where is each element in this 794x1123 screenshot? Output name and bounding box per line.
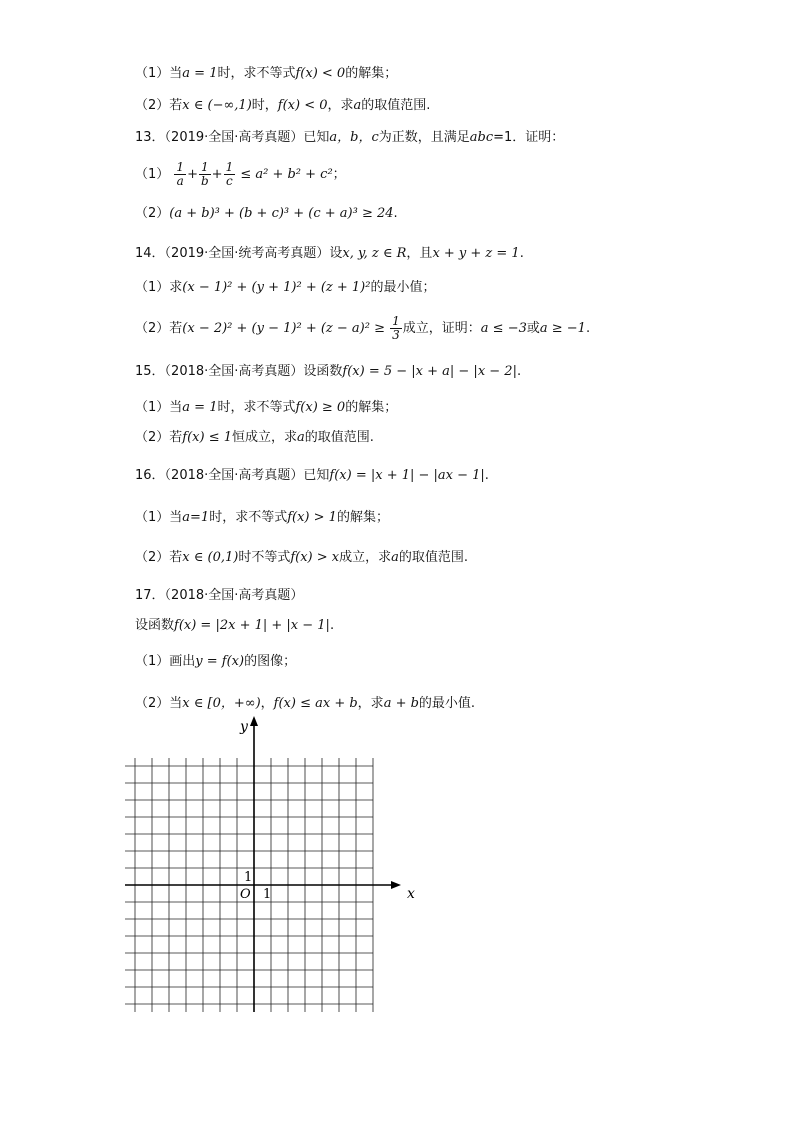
q17-header: 17．（2018·全国·高考真题） — [135, 588, 304, 603]
x-unit-label: 1 — [263, 887, 272, 902]
y-axis-label: y — [240, 719, 248, 735]
q13-frac-b: $\frac{1}{b}$ — [200, 160, 209, 188]
q14-header: 14．（2019·全国·统考高考真题）设x, y, z ∈ R，且x + y + z = 1. — [135, 246, 524, 261]
q13-header: 13．（2019·全国·高考真题）已知a，b，c为正数，且满足abc=1．证明： — [135, 130, 565, 145]
q14-part1: （1）求(x − 1)² + (y + 1)² + (z + 1)²的最小值； — [135, 280, 436, 295]
q12-part1: （1）当a = 1时，求不等式f(x) < 0的解集； — [135, 66, 398, 81]
q13-frac-a: $\frac{1}{a}$ — [176, 160, 185, 188]
y-unit-label: 1 — [244, 870, 253, 885]
y-axis-arrow — [250, 716, 258, 726]
q14-frac: $\frac{1}{3}$ — [392, 314, 400, 342]
q17-part1: （1）画出y = f(x)的图像； — [135, 654, 297, 669]
q12-part2: （2）若x ∈ (−∞,1)时，f(x) < 0，求a的取值范围. — [135, 98, 431, 113]
origin-label: O — [240, 887, 251, 902]
q14-part2: （2）若(x − 2)² + (y − 1)² + (z − a)² ≥ $\frac{1}{3}$ 成立，证明：a ≤ −3或a ≥ −1. — [135, 314, 591, 342]
q16-header: 16．（2018·全国·高考真题）已知f(x) = |x + 1| − |ax − 1|. — [135, 468, 489, 483]
q16-part2: （2）若x ∈ (0,1)时不等式f(x) > x成立，求a的取值范围. — [135, 550, 469, 565]
q13-part1: （1） $\frac{1}{a}$ + $\frac{1}{b}$ + $\frac{1}{c}$ ≤ a² + b² + c²； — [135, 160, 346, 188]
q13-frac-c: $\frac{1}{c}$ — [225, 160, 234, 188]
x-axis-arrow — [391, 881, 401, 889]
q16-part1: （1）当a=1时，求不等式f(x) > 1的解集； — [135, 510, 389, 525]
q17-part2: （2）当x ∈ [0，+∞)，f(x) ≤ ax + b，求a + b的最小值. — [135, 696, 476, 711]
q15-part1: （1）当a = 1时，求不等式f(x) ≥ 0的解集； — [135, 400, 398, 415]
q15-header: 15．（2018·全国·高考真题）设函数f(x) = 5 − |x + a| − |x − 2|. — [135, 364, 522, 379]
q13-part2: （2）(a + b)³ + (b + c)³ + (c + a)³ ≥ 24. — [135, 206, 398, 221]
q17-intro: 设函数f(x) = |2x + 1| + |x − 1|. — [135, 618, 335, 633]
x-axis-label: x — [407, 886, 415, 902]
q15-part2: （2）若f(x) ≤ 1恒成立，求a的取值范围. — [135, 430, 374, 445]
axes — [125, 716, 401, 1012]
